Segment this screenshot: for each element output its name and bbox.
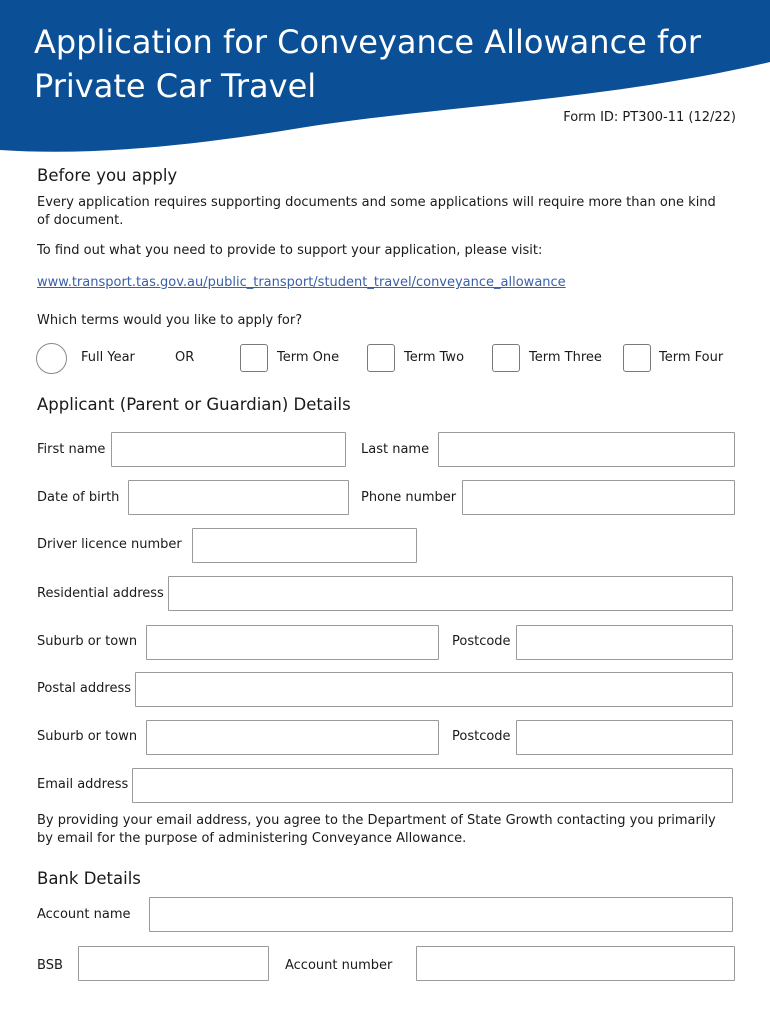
licence-field[interactable] bbox=[192, 528, 417, 563]
account-number-label: Account number bbox=[285, 958, 393, 973]
applicant-heading: Applicant (Parent or Guardian) Details bbox=[37, 395, 351, 414]
form-id: Form ID: PT300-11 (12/22) bbox=[563, 110, 736, 125]
term-one-label: Term One bbox=[277, 350, 340, 365]
postcode-label-1: Postcode bbox=[452, 634, 511, 649]
visit-paragraph: To find out what you need to provide to support your application, please visit: bbox=[37, 243, 543, 258]
first-name-label: First name bbox=[37, 442, 106, 457]
postal-address-label: Postal address bbox=[37, 681, 131, 696]
requirements-paragraph: Every application requires supporting documents and some applications will require more than one kind of document. bbox=[37, 195, 716, 228]
postal-address-field[interactable] bbox=[135, 672, 733, 707]
last-name-field[interactable] bbox=[438, 432, 735, 467]
dob-field[interactable] bbox=[128, 480, 349, 515]
suburb-label-2: Suburb or town bbox=[37, 729, 138, 744]
account-number-field[interactable] bbox=[416, 946, 735, 981]
suburb-field-2[interactable] bbox=[146, 720, 439, 755]
account-name-label: Account name bbox=[37, 907, 131, 922]
bsb-label: BSB bbox=[37, 958, 63, 973]
full-year-label: Full Year bbox=[81, 350, 135, 365]
terms-question: Which terms would you like to apply for? bbox=[37, 313, 303, 328]
account-name-field[interactable] bbox=[149, 897, 733, 932]
term-three-checkbox[interactable] bbox=[492, 344, 520, 372]
term-two-checkbox[interactable] bbox=[367, 344, 395, 372]
postcode-field-1[interactable] bbox=[516, 625, 733, 660]
email-field[interactable] bbox=[132, 768, 733, 803]
last-name-label: Last name bbox=[361, 442, 430, 457]
term-four-checkbox[interactable] bbox=[623, 344, 651, 372]
term-two-label: Term Two bbox=[404, 350, 465, 365]
postcode-label-2: Postcode bbox=[452, 729, 511, 744]
suburb-field-1[interactable] bbox=[146, 625, 439, 660]
suburb-label-1: Suburb or town bbox=[37, 634, 138, 649]
dob-label: Date of birth bbox=[37, 490, 120, 505]
term-one-checkbox[interactable] bbox=[240, 344, 268, 372]
full-year-radio[interactable] bbox=[36, 343, 67, 374]
bsb-field[interactable] bbox=[78, 946, 269, 981]
conveyance-allowance-link[interactable]: www.transport.tas.gov.au/public_transport/student_travel/conveyance_allowance bbox=[37, 275, 566, 290]
phone-field[interactable] bbox=[462, 480, 735, 515]
licence-label: Driver licence number bbox=[37, 537, 182, 552]
before-you-apply-heading: Before you apply bbox=[37, 166, 178, 185]
term-four-label: Term Four bbox=[659, 350, 724, 365]
phone-label: Phone number bbox=[361, 490, 457, 505]
first-name-field[interactable] bbox=[111, 432, 346, 467]
postcode-field-2[interactable] bbox=[516, 720, 733, 755]
residential-address-field[interactable] bbox=[168, 576, 733, 611]
email-consent-note: By providing your email address, you agree to the Department of State Growth contacting you primarily by email for the purpose of administering Conveyance Allowance. bbox=[37, 813, 716, 846]
residential-address-label: Residential address bbox=[37, 586, 164, 601]
page-title: Application for Conveyance Allowance for Private Car Travel bbox=[34, 23, 702, 105]
or-label: OR bbox=[175, 350, 195, 365]
email-label: Email address bbox=[37, 777, 129, 792]
bank-details-heading: Bank Details bbox=[37, 869, 141, 888]
term-three-label: Term Three bbox=[529, 350, 602, 365]
